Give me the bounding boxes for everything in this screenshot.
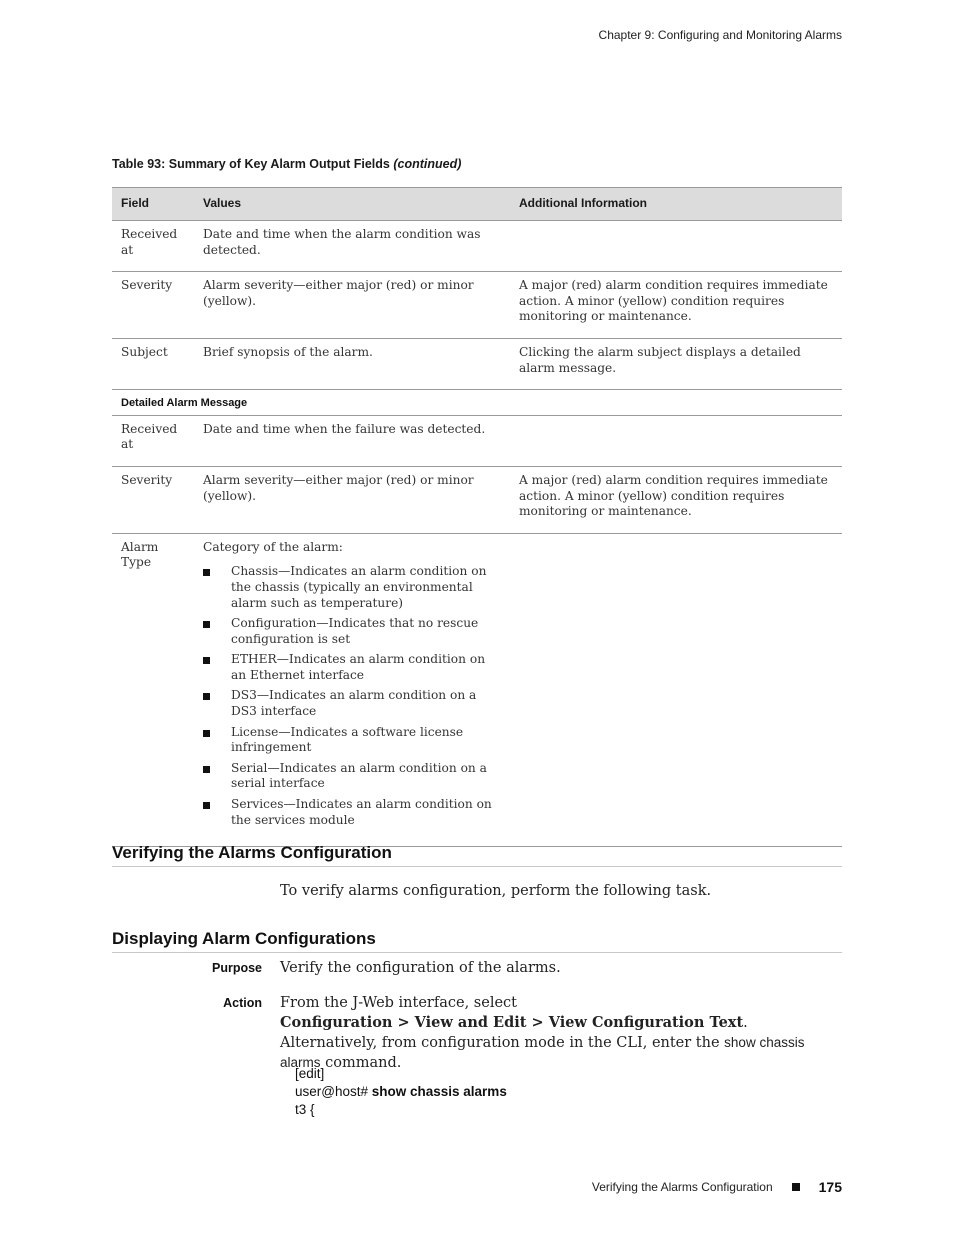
list-item (203, 616, 501, 647)
column-header-field: Field (112, 188, 194, 221)
list-item-text: ETHER—Indicates an alarm condition on an Ethernet interface (231, 652, 486, 682)
action-text (280, 994, 842, 1073)
square-bullet-icon (203, 621, 210, 628)
square-bullet-icon (203, 693, 210, 700)
section-heading-displaying: Displaying Alarm Configurations (112, 929, 842, 953)
table-row (112, 338, 842, 389)
info-cell: A major (red) alarm condition requires immediate action. A minor (yellow) condition requires monitoring or maintenance. (510, 272, 842, 339)
field-cell: Subject (112, 338, 194, 389)
field-cell: Received at (112, 415, 194, 466)
purpose-text: Verify the configuration of the alarms. (280, 960, 561, 976)
column-header-additional-information: Additional Information (510, 188, 842, 221)
action-text-middle: . Alternatively, from configuration mode in the CLI, enter the (280, 1015, 748, 1051)
info-cell: A major (red) alarm condition requires immediate action. A minor (yellow) condition requires monitoring or maintenance. (510, 466, 842, 533)
table-row (112, 272, 842, 339)
field-cell: Alarm Type (112, 533, 194, 847)
page-footer (592, 1179, 842, 1195)
code-line-command (295, 1083, 507, 1101)
list-item (203, 761, 501, 792)
code-line-edit: [edit] (295, 1066, 325, 1081)
code-line-t3: t3 { (295, 1102, 315, 1117)
values-cell: Date and time when the alarm condition was detected. (194, 221, 510, 272)
action-label: Action (223, 996, 262, 1010)
action-text-intro: From the J-Web interface, select (280, 995, 517, 1011)
list-item-text: Services—Indicates an alarm condition on the services module (231, 797, 492, 827)
square-bullet-icon (203, 730, 210, 737)
page-number: 175 (818, 1179, 842, 1195)
list-item (203, 564, 501, 611)
alarm-output-fields-table (112, 187, 842, 847)
info-cell (510, 221, 842, 272)
list-item (203, 797, 501, 828)
values-cell: Brief synopsis of the alarm. (194, 338, 510, 389)
action-text-end: command. (320, 1055, 402, 1071)
values-cell: Alarm severity—either major (red) or minor (yellow). (194, 272, 510, 339)
section-heading-verifying: Verifying the Alarms Configuration (112, 843, 842, 867)
running-header: Chapter 9: Configuring and Monitoring Alarms (598, 28, 842, 42)
cli-command-inline: show chassis alarms (280, 1035, 805, 1070)
footer-square-icon (792, 1183, 800, 1191)
table-row (112, 415, 842, 466)
square-bullet-icon (203, 569, 210, 576)
alarm-type-list (203, 564, 501, 828)
code-prompt: user@host# (295, 1084, 372, 1099)
list-item (203, 652, 501, 683)
verify-intro-text: To verify alarms configuration, perform the following task. (280, 883, 712, 899)
code-command: show chassis alarms (371, 1084, 507, 1099)
list-item-text: Serial—Indicates an alarm condition on a serial interface (231, 760, 487, 791)
alarm-type-intro: Category of the alarm: (203, 539, 343, 554)
square-bullet-icon (203, 657, 210, 664)
table-row (112, 221, 842, 272)
field-cell: Received at (112, 221, 194, 272)
values-cell: Date and time when the failure was detected. (194, 415, 510, 466)
info-cell (510, 415, 842, 466)
list-item (203, 688, 501, 719)
column-header-values: Values (194, 188, 510, 221)
info-cell (510, 533, 842, 847)
menu-path: Configuration > View and Edit > View Configuration Text (280, 1014, 744, 1031)
list-item-text: Chassis—Indicates an alarm condition on the chassis (typically an environmental alarm such as temperature) (231, 564, 487, 610)
purpose-label: Purpose (211, 961, 262, 975)
table-row (112, 466, 842, 533)
values-cell (194, 533, 510, 847)
list-item-text: DS3—Indicates an alarm condition on a DS3 interface (231, 688, 477, 719)
square-bullet-icon (203, 802, 210, 809)
table-section-row (112, 390, 842, 416)
list-item-text: License—Indicates a software license infringement (231, 724, 464, 755)
table-caption-suffix: (continued) (393, 157, 462, 171)
cli-code-block (295, 1065, 507, 1119)
table-header-row (112, 188, 842, 221)
list-item-text: Configuration—Indicates that no rescue configuration is set (231, 616, 479, 646)
field-cell: Severity (112, 466, 194, 533)
footer-title: Verifying the Alarms Configuration (591, 1180, 773, 1194)
table-caption-title: Table 93: Summary of Key Alarm Output Fields (112, 157, 390, 171)
field-cell: Severity (112, 272, 194, 339)
list-item (203, 725, 501, 756)
square-bullet-icon (203, 766, 210, 773)
values-cell: Alarm severity—either major (red) or minor (yellow). (194, 466, 510, 533)
section-label-detailed-alarm-message: Detailed Alarm Message (112, 390, 842, 416)
table-caption (112, 157, 461, 171)
info-cell: Clicking the alarm subject displays a detailed alarm message. (510, 338, 842, 389)
table-row-alarm-type (112, 533, 842, 847)
